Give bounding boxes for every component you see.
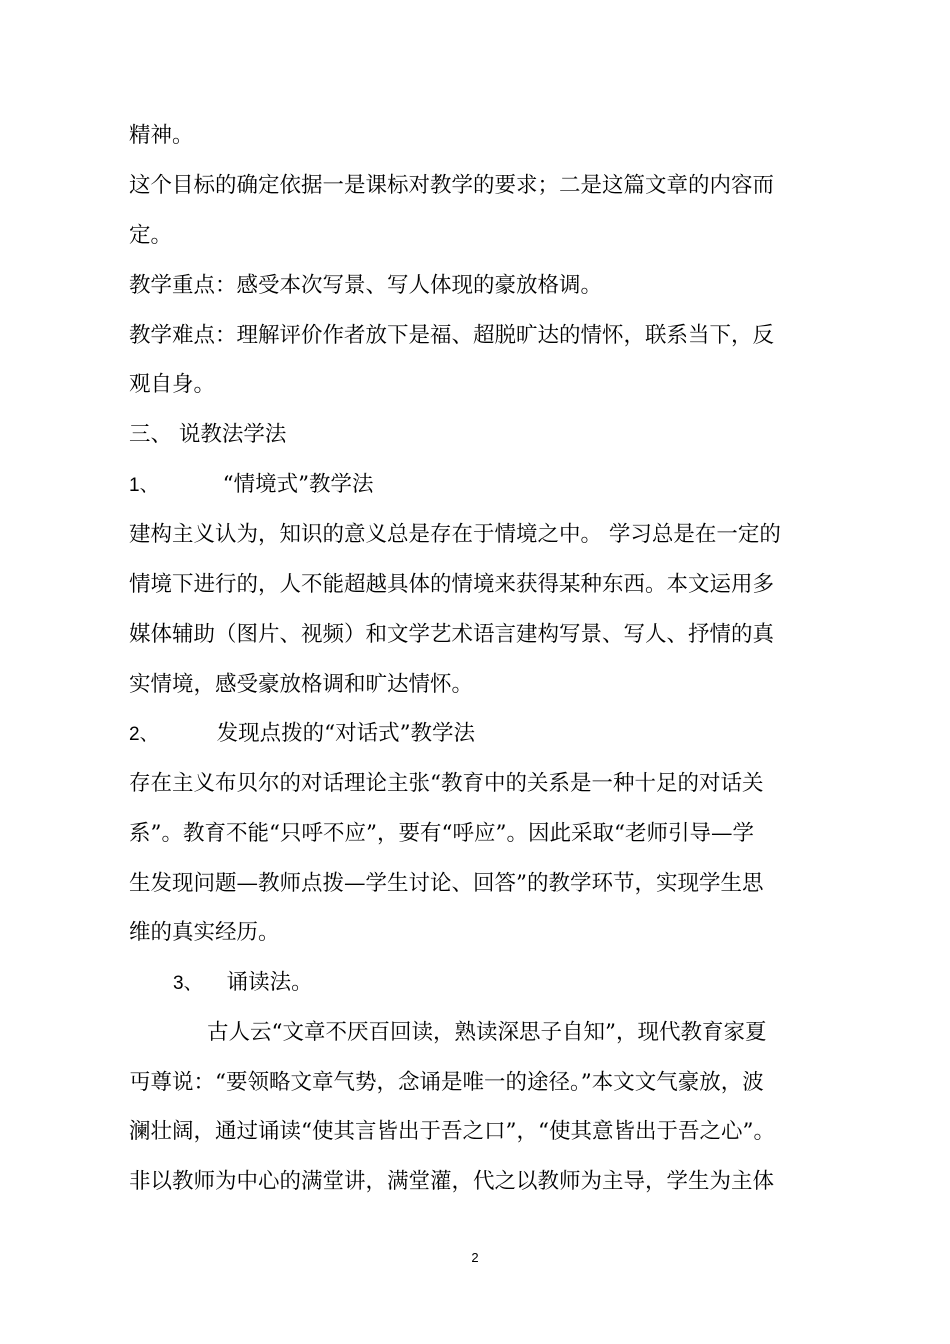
list-item-title: 诵读法。 — [226, 970, 313, 995]
paragraph-line: 观自身。 — [129, 372, 216, 397]
page-number: 2 — [471, 1250, 479, 1265]
list-number: 2、 — [129, 724, 159, 745]
paragraph-line: 情境下进行的，人不能超越具体的情境来获得某种东西。本文运用多 — [129, 572, 775, 597]
key-point-line: 教学重点：感受本次写景、写人体现的豪放格调。 — [129, 273, 603, 298]
paragraph-line: 媒体辅助（图片、视频）和文学艺术语言建构写景、写人、抒情的真 — [129, 622, 775, 647]
section-heading: 三、 说教法学法 — [129, 422, 287, 447]
list-item-2 — [129, 719, 475, 750]
paragraph-line: 澜壮阔，通过诵读“使其言皆出于吾之口”，“使其意皆出于吾之心”。 — [129, 1119, 775, 1144]
list-item-title: 发现点拨的“对话式”教学法 — [216, 721, 476, 746]
paragraph-line: 这个目标的确定依据一是课标对教学的要求；二是这篇文章的内容而 — [129, 173, 775, 198]
paragraph-line: 丏尊说：“要领略文章气势，念诵是唯一的途径。”本文文气豪放，波 — [129, 1070, 764, 1095]
paragraph-line: 精神。 — [129, 123, 194, 148]
paragraph-line: 定。 — [129, 223, 173, 248]
paragraph-line: 系”。教育不能“只呼不应”，要有“呼应”。因此采取“老师引导—学 — [129, 821, 754, 846]
paragraph-line: 存在主义布贝尔的对话理论主张“教育中的关系是一种十足的对话关 — [129, 771, 764, 796]
list-number: 3、 — [173, 973, 203, 994]
list-item-3 — [173, 968, 313, 999]
paragraph-line: 维的真实经历。 — [129, 920, 280, 945]
paragraph-line: 实情境，感受豪放格调和旷达情怀。 — [129, 672, 474, 697]
list-item-title: “情境式”教学法 — [222, 472, 374, 497]
list-number: 1、 — [129, 475, 159, 496]
paragraph-line: 非以教师为中心的满堂讲，满堂灌，代之以教师为主导，学生为主体 — [129, 1169, 775, 1194]
paragraph-line: 建构主义认为，知识的意义总是存在于情境之中。 学习总是在一定的 — [129, 522, 781, 547]
difficulty-line: 教学难点：理解评价作者放下是福、超脱旷达的情怀，联系当下，反 — [129, 323, 775, 348]
paragraph-line: 古人云“文章不厌百回读，熟读深思子自知”，现代教育家夏 — [207, 1020, 767, 1045]
paragraph-line: 生发现问题—教师点拨—学生讨论、回答”的教学环节，实现学生思 — [129, 871, 764, 896]
list-item-1 — [129, 470, 374, 501]
